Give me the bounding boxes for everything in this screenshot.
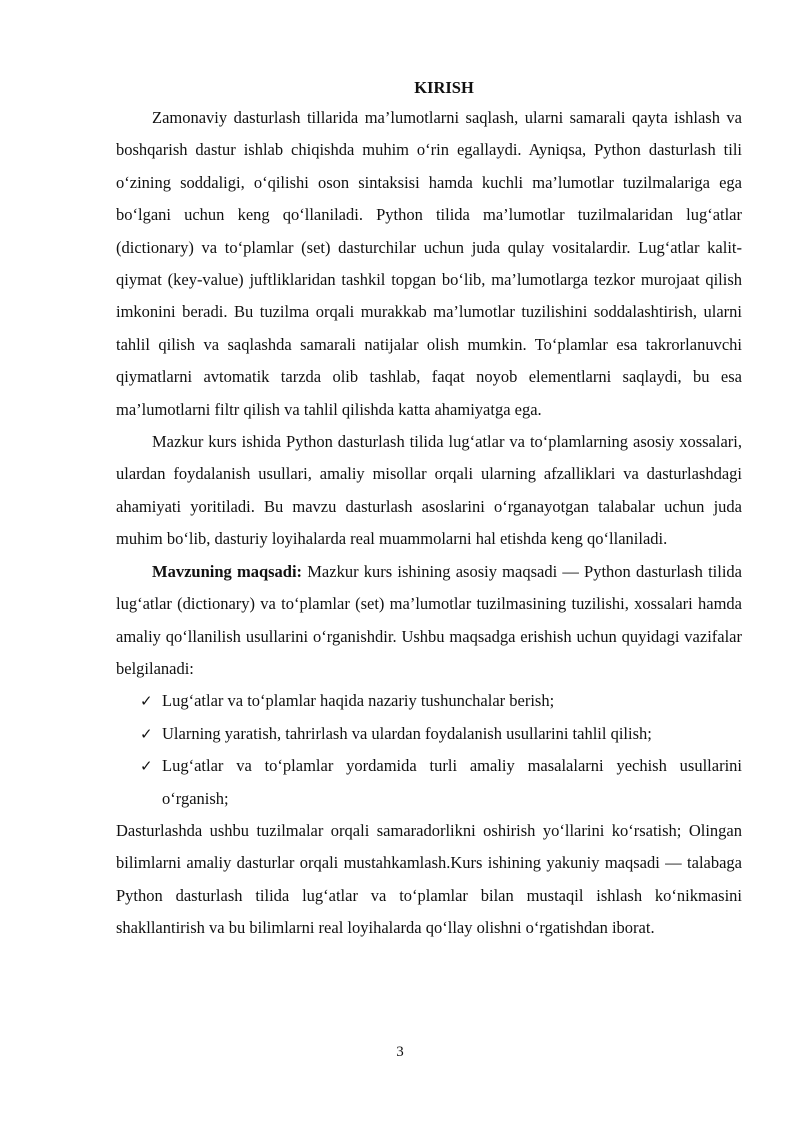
check-icon: ✓ (140, 692, 153, 711)
task-text: Lug‘atlar va to‘plamlar yordamida turli amaliy masalalarni yechish usullarini o‘rganish; (162, 756, 742, 808)
check-icon: ✓ (140, 724, 153, 743)
goal-label: Mavzuning maqsadi: (152, 561, 303, 581)
document-page (116, 74, 742, 945)
task-text: Lug‘atlar va to‘plamlar haqida nazariy tushunchalar berish; (162, 691, 555, 711)
page-number: 3 (396, 1044, 404, 1060)
intro-paragraph-2: Mazkur kurs ishida Python dasturlash tilida lug‘atlar va to‘plamlarning asosiy xossalari, ulardan foydalanish usullari, amaliy misollar orqali ularning afzalliklari va dasturlashdagi ahamiyati yoritiladi. Bu mavzu dasturlash asoslarini o‘rganayotgan talabalar uchun juda muhim bo‘lib, dasturiy loyihalarda real muammolarni hal etishda keng qo‘llaniladi. (116, 432, 742, 549)
goal-paragraph (116, 556, 742, 686)
list-item (140, 685, 742, 717)
list-item (140, 750, 742, 815)
intro-paragraph-1: Zamonaviy dasturlash tillarida ma’lumotlarni saqlash, ularni samarali qayta ishlash va boshqarish dastur ishlab chiqishda muhim o‘rin egallaydi. Ayniqsa, Python dasturlash tili o‘zining soddaligi, o‘qilishi oson sintaksisi hamda kuchli ma’lumotlar tuzilmalariga ega bo‘lgani uchun keng qo‘llaniladi. Python tilida ma’lumotlar tuzilmalaridan lug‘atlar (dictionary) va to‘plamlar (set) dasturchilar uchun juda qulay vositalardir. Lug‘atlar kalit-qiymat (key-value) juftliklaridan tashkil topgan bo‘lib, ma’lumotlarga tezkor murojaat qilish imkonini beradi. Bu tuzilma orqali murakkab ma’lumotlar tuzilishini soddalashtirish, ularni tahlil qilish va saqlashda samarali natijalar olish mumkin. To‘plamlar esa takrorlanuvchi qiymatlarni avtomatik tarzda olib tashlab, faqat noyob elementlarni saqlaydi, bu esa ma’lumotlarni filtr qilish va tahlil qilishda katta ahamiyatga ega. (116, 108, 742, 419)
check-icon: ✓ (140, 757, 153, 776)
page-title: KIRISH (414, 78, 474, 97)
task-text: Ularning yaratish, tahrirlash va ulardan foydalanish usullarini tahlil qilish; (162, 723, 652, 743)
goal-text: Mazkur kurs ishining asosiy maqsadi — Python dasturlash tilida lug‘atlar (dictionary) va to‘plamlar (set) ma’lumotlar tuzilmasining tuzilishi, xossalari hamda amaliy qo‘llanilish usullarini o‘rganishdir. Ushbu maqsadga erishish uchun quyidagi vazifalar belgilanadi: (116, 561, 743, 678)
task-list (116, 685, 742, 815)
closing-paragraph: Dasturlashda ushbu tuzilmalar orqali samaradorlikni oshirish yo‘llarini ko‘rsatish; Olingan bilimlarni amaliy dasturlar orqali mustahkamlash.Kurs ishining yakuniy maqsadi — talabaga Python dasturlash tilida lug‘atlar va to‘plamlar bilan mustaqil ishlash ko‘nikmasini shakllantirish va bu bilimlarni real loyihalarda qo‘llay olishni o‘rgatishdan iborat. (116, 820, 742, 938)
list-item (140, 718, 742, 750)
